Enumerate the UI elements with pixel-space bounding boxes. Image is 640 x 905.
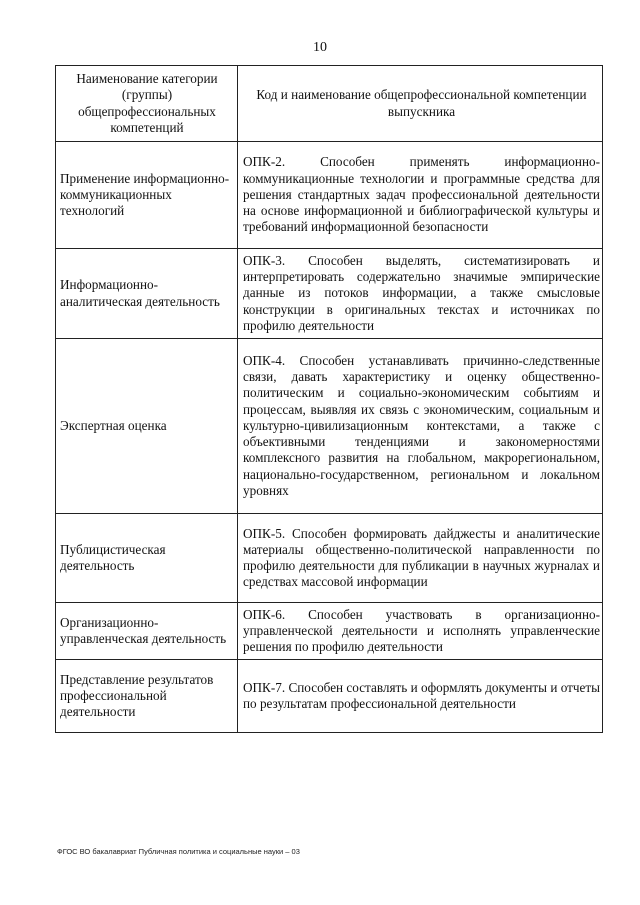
table-row (56, 339, 603, 514)
row-competence: ОПК-7. Способен составлять и оформлять документы и отчеты по результатам профессиональной деятельности (238, 660, 603, 733)
competence-table (55, 65, 603, 733)
table-row (56, 603, 603, 660)
table-row (56, 142, 603, 249)
row-competence: ОПК-5. Способен формировать дайджесты и аналитические материалы общественно-политической направленности по профилю деятельности для публикации в научных журналах и средствах массовой информации (238, 514, 603, 603)
row-category: Организационно-управленческая деятельность (56, 603, 238, 660)
header-category: Наименование категории (группы) общепрофессиональных компетенций (56, 66, 238, 142)
row-competence: ОПК-3. Способен выделять, систематизировать и интерпретировать содержательно значимые эмпирические данные из потоков информации, а также смысловые конструкции в оригинальных текстах и источниках по профилю деятельности (238, 249, 603, 339)
table-header-row (56, 66, 603, 142)
row-category: Публицистическая деятельность (56, 514, 238, 603)
row-competence: ОПК-4. Способен устанавливать причинно-следственные связи, давать характеристику и оценку общественно-политическим и социально-экономическим событиям и процессам, выявляя их связь с экономическим, социальным и культурно-цивилизационным контекстами, а также с объективными тенденциями и закономерностями комплексного развития на глобальном, макрорегиональном, национально-государственном, региональном и локальном уровнях (238, 339, 603, 514)
row-category: Экспертная оценка (56, 339, 238, 514)
row-competence: ОПК-2. Способен применять информационно-коммуникационные технологии и программные средства для решения стандартных задач профессиональной деятельности на основе информационной и библиографической культуры и требований информационной безопасности (238, 142, 603, 249)
table-row (56, 514, 603, 603)
table-row (56, 660, 603, 733)
row-competence: ОПК-6. Способен участвовать в организационно-управленческой деятельности и исполнять управленческие решения по профилю деятельности (238, 603, 603, 660)
page-number: 10 (313, 40, 327, 55)
table-row (56, 249, 603, 339)
row-category: Применение информационно-коммуникационных технологий (56, 142, 238, 249)
row-category: Представление результатов профессиональной деятельности (56, 660, 238, 733)
footer-text: ФГОС ВО бакалавриат Публичная политика и социальные науки – 03 (57, 847, 300, 856)
header-competence: Код и наименование общепрофессиональной компетенции выпускника (238, 66, 603, 142)
row-category: Информационно-аналитическая деятельность (56, 249, 238, 339)
